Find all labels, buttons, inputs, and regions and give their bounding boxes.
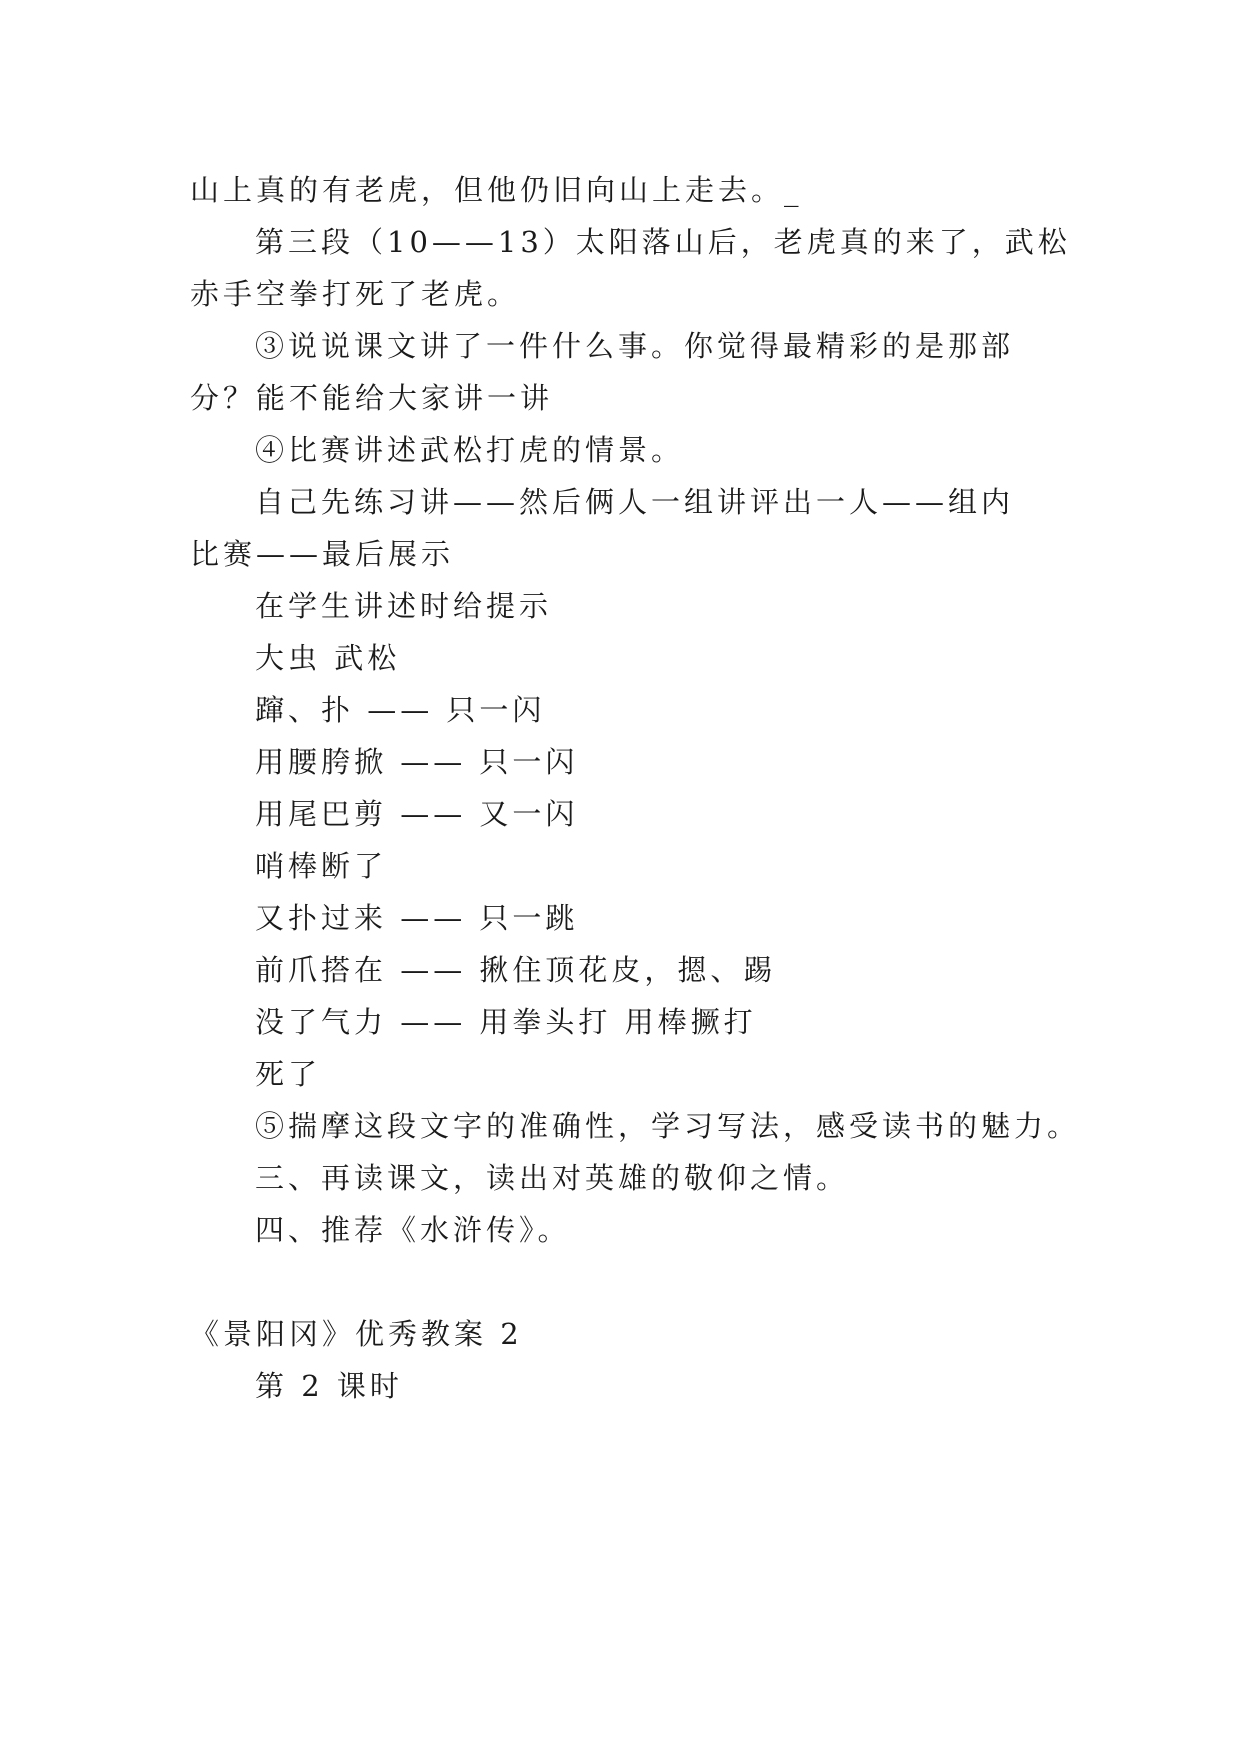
text-line-8: 比赛——最后展示 <box>190 537 455 571</box>
section-heading: 《景阳冈》优秀教案 2 <box>190 1317 523 1351</box>
text-line-2: 第三段（10——13）太阳落山后，老虎真的来了，武松 <box>255 225 1071 259</box>
text-line-21: 四、推荐《水浒传》。 <box>255 1213 571 1247</box>
text-line-20: 三、再读课文，读出对英雄的敬仰之情。 <box>255 1161 850 1195</box>
text-line-6: ④比赛讲述武松打虎的情景。 <box>255 433 685 467</box>
lesson-period: 第 2 课时 <box>255 1369 403 1403</box>
text-line-4: ③说说课文讲了一件什么事。你觉得最精彩的是那部 <box>255 329 1015 363</box>
text-line-18: 死了 <box>255 1057 322 1091</box>
text-line-14: 哨棒断了 <box>255 849 388 883</box>
text-line-7: 自己先练习讲——然后俩人一组讲评出一人——组内 <box>255 485 1015 519</box>
text-line-11: 蹿、扑 —— 只一闪 <box>255 693 546 727</box>
text-line-12: 用腰胯掀 —— 只一闪 <box>255 745 579 779</box>
text-line-3: 赤手空拳打死了老虎。 <box>190 277 521 311</box>
text-line-16: 前爪搭在 —— 揪住顶花皮，摁、踢 <box>255 953 777 987</box>
text-line-1: 山上真的有老虎，但他仍旧向山上走去。_ <box>190 173 803 207</box>
text-line-5: 分？能不能给大家讲一讲 <box>190 381 554 415</box>
text-line-17: 没了气力 —— 用拳头打 用棒撅打 <box>255 1005 757 1039</box>
text-line-13: 用尾巴剪 —— 又一闪 <box>255 797 579 831</box>
text-line-10: 大虫 武松 <box>255 641 401 675</box>
text-line-9: 在学生讲述时给提示 <box>255 589 553 623</box>
text-line-19: ⑤揣摩这段文字的准确性，学习写法，感受读书的魅力。 <box>255 1109 1081 1143</box>
text-line-15: 又扑过来 —— 只一跳 <box>255 901 579 935</box>
